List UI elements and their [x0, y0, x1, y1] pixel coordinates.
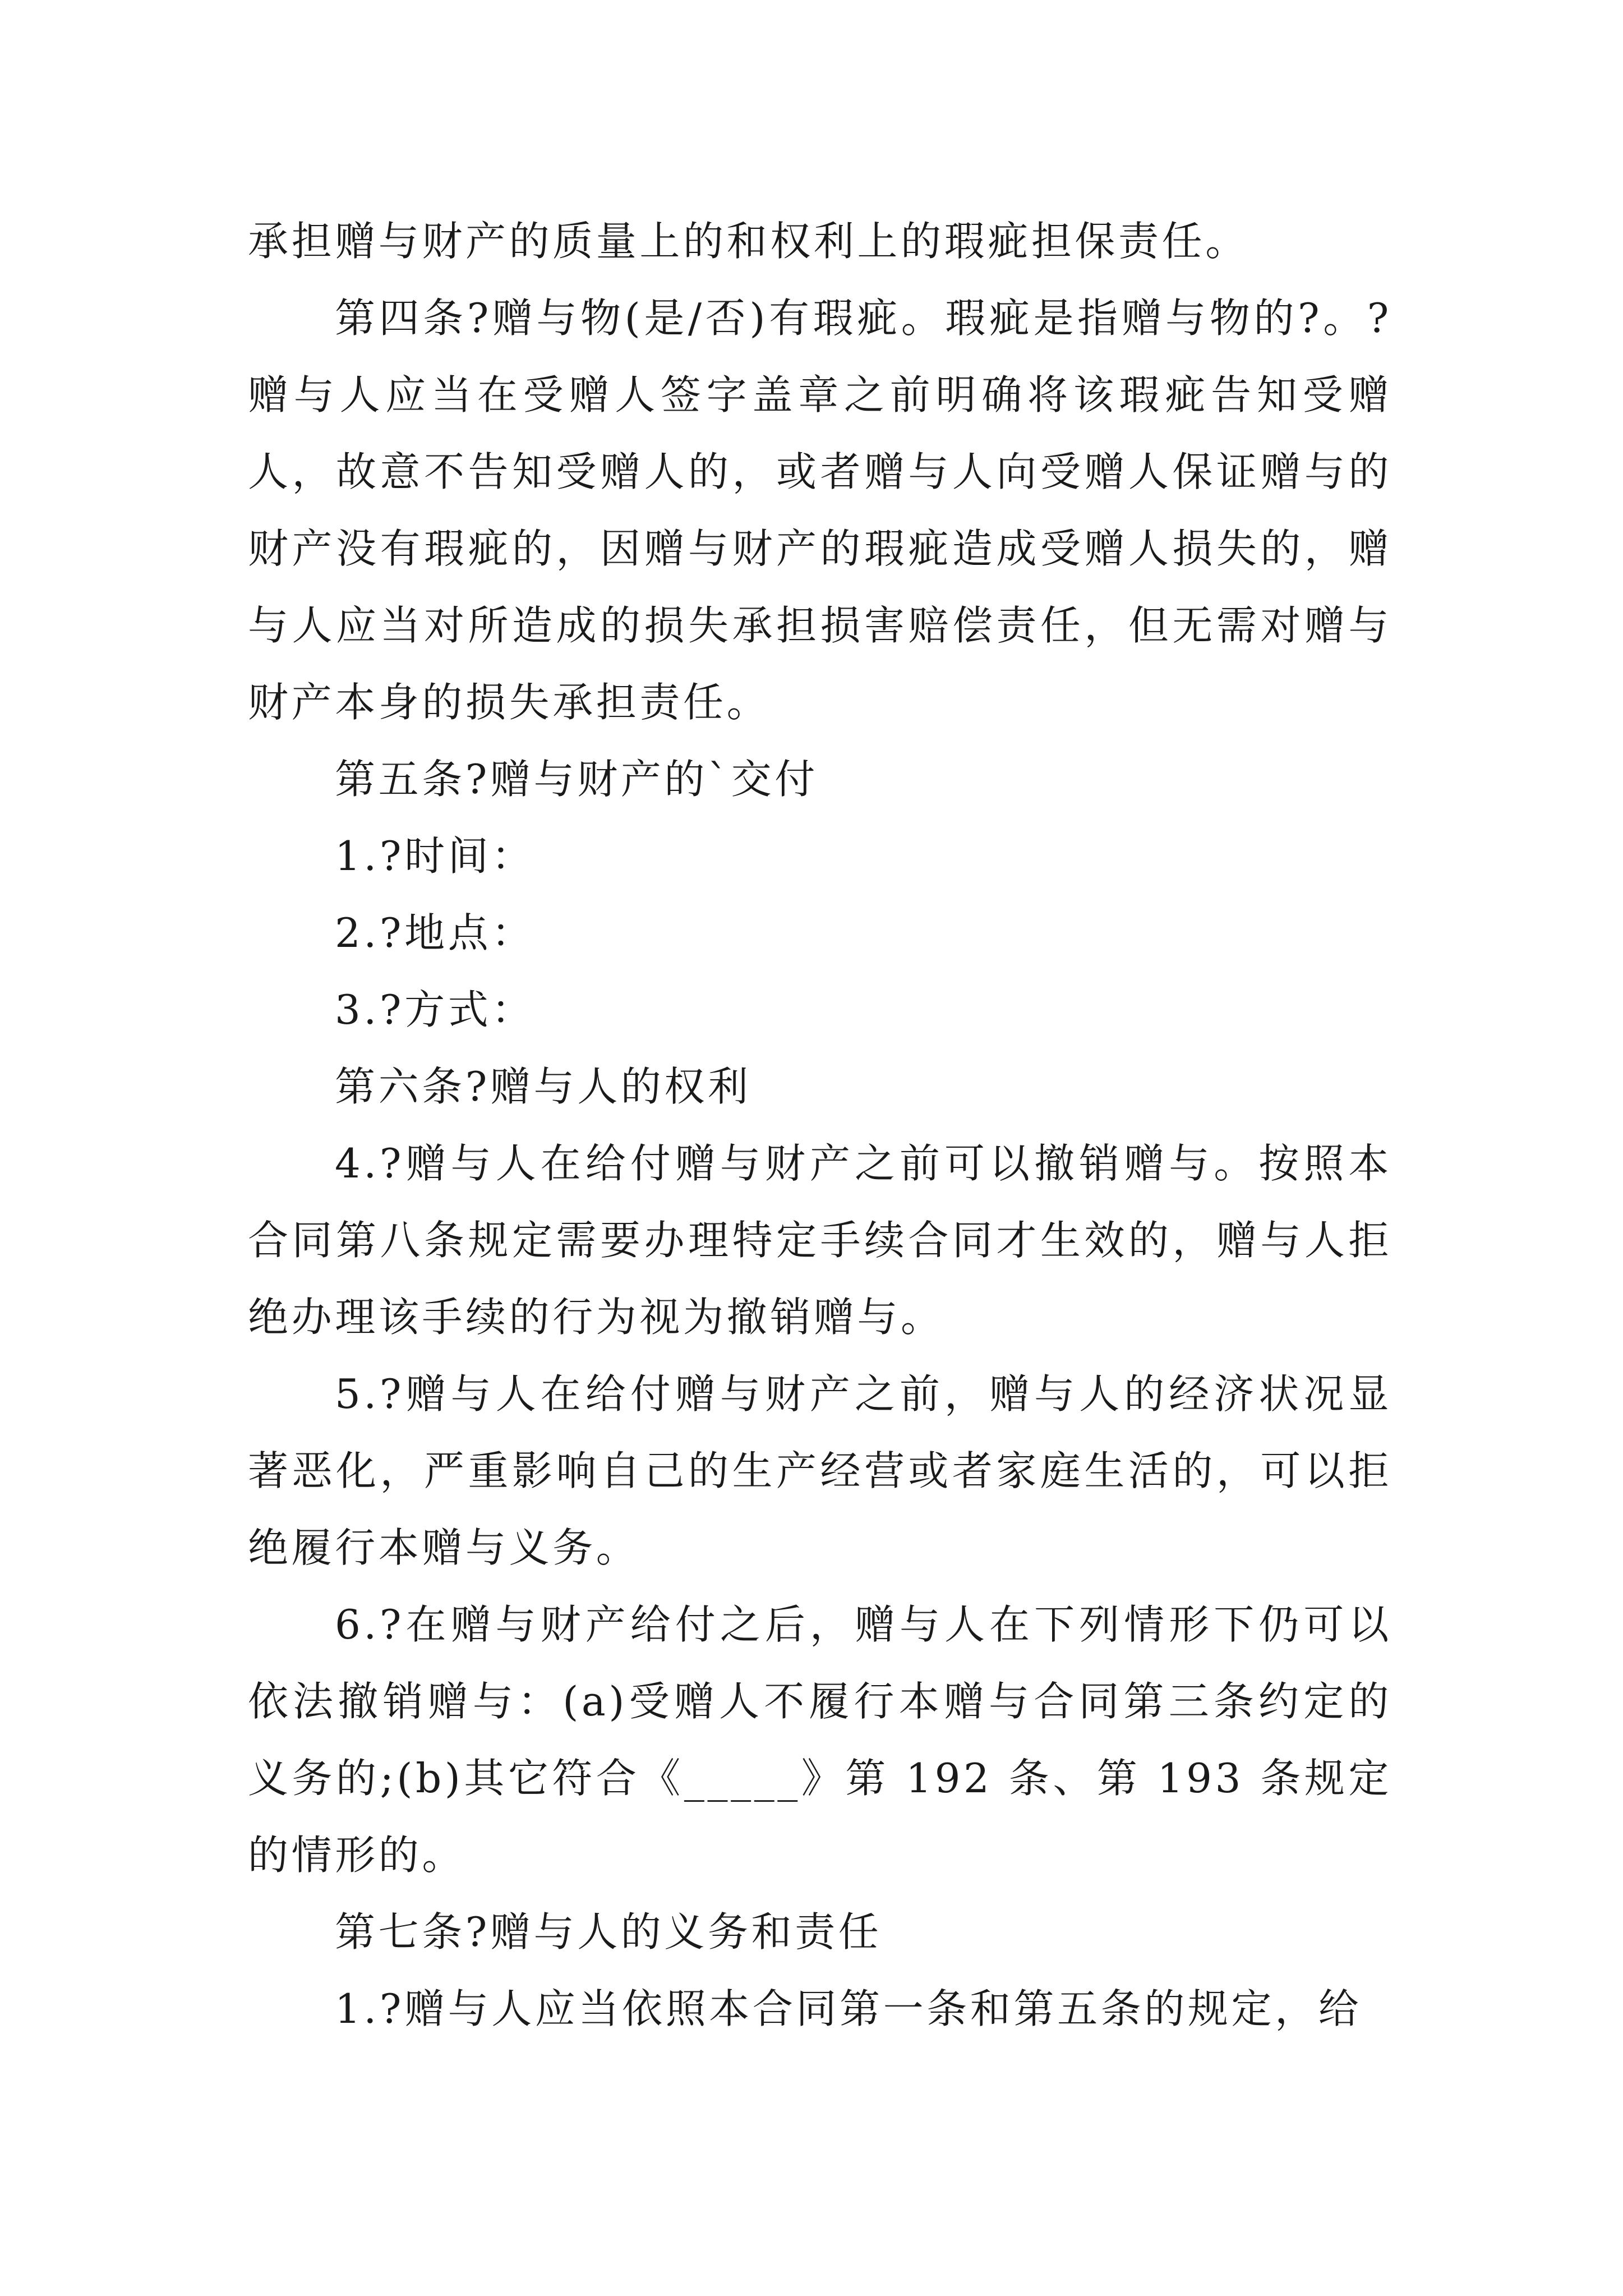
paragraph-article-4: 第四条?赠与物(是/否)有瑕疵。瑕疵是指赠与物的?。?赠与人应当在受赠人签字盖章之前明确将该瑕疵告知受赠人，故意不告知受赠人的，或者赠与人向受赠人保证赠与的财产没有瑕疵的，因赠与财产的瑕疵造成受赠人损失的，赠与人应当对所造成的损失承担损害赔偿责任，但无需对赠与财产本身的损失承担责任。 — [248, 295, 1392, 726]
item-location: 2.?地点： — [335, 909, 535, 956]
paragraph-right-4: 4.?赠与人在给付赠与财产之前可以撤销赠与。按照本合同第八条规定需要办理特定手续合同才生效的，赠与人拒绝办理该手续的行为视为撤销赠与。 — [248, 1140, 1392, 1341]
paragraph-right-5: 5.?赠与人在给付赠与财产之前，赠与人的经济状况显著恶化，严重影响自己的生产经营或者家庭生活的，可以拒绝履行本赠与义务。 — [248, 1370, 1392, 1571]
paragraph-duty-1: 1.?赠与人应当依照本合同第一条和第五条的规定，给 — [335, 1985, 1362, 2032]
document-body — [248, 203, 1392, 2047]
paragraph-warranty-continuation: 承担赠与财产的质量上的和权利上的瑕疵担保责任。 — [248, 218, 1249, 265]
paragraph-right-6: 6.?在赠与财产给付之后，赠与人在下列情形下仍可以依法撤销赠与：(a)受赠人不履行本赠与合同第三条约定的义务的;(b)其它符合《_____》第 192 条、第 193 条规定的情形的。 — [248, 1601, 1392, 1879]
item-time: 1.?时间： — [335, 832, 535, 880]
item-method: 3.?方式： — [335, 986, 535, 1033]
heading-article-7: 第七条?赠与人的义务和责任 — [335, 1908, 882, 1955]
heading-article-6: 第六条?赠与人的权利 — [335, 1063, 751, 1110]
heading-article-5: 第五条?赠与财产的`交付 — [335, 756, 818, 803]
